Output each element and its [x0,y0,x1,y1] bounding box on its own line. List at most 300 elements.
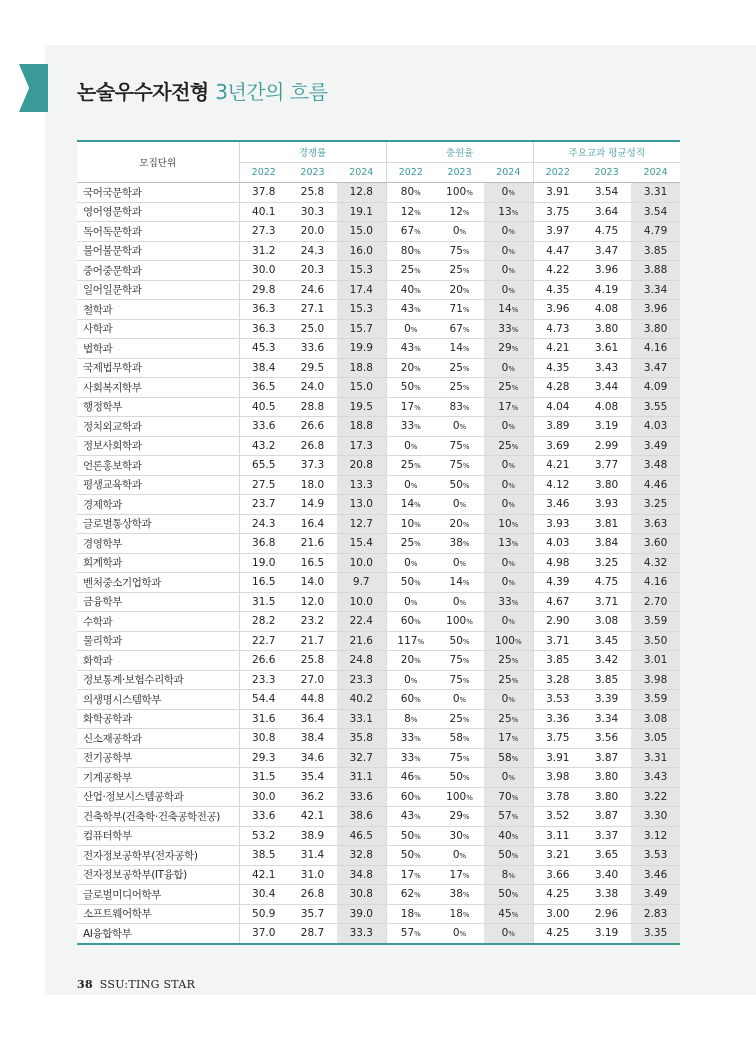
fill-rate-value: 0 [501,576,509,589]
fill-rate-cell [435,846,484,866]
competition-rate-cell: 53.2 [239,826,288,846]
table-row [77,339,680,359]
fill-rate-value: 10 [400,517,415,530]
table-row [77,553,680,573]
percent-unit: % [511,657,519,666]
competition-rate-cell: 33.6 [239,807,288,827]
competition-rate-cell: 31.2 [239,241,288,261]
avg-grade-cell: 3.37 [582,826,631,846]
avg-grade-cell: 4.03 [533,534,582,554]
table-row [77,183,680,203]
percent-unit: % [462,442,470,451]
avg-grade-cell: 4.39 [533,573,582,593]
section-tab-marker [19,64,48,112]
fill-rate-cell [435,378,484,398]
competition-rate-cell: 16.0 [337,241,386,261]
avg-grade-cell: 3.96 [582,261,631,281]
competition-rate-cell: 18.0 [288,475,337,495]
table-row [77,807,680,827]
avg-grade-cell: 4.32 [631,553,680,573]
avg-grade-cell: 3.77 [582,456,631,476]
fill-rate-cell [386,865,435,885]
fill-rate-cell [386,826,435,846]
dept-name-cell: 벤처중소기업학과 [77,573,239,593]
percent-unit: % [414,364,421,373]
avg-grade-cell: 3.66 [533,865,582,885]
competition-rate-cell: 29.5 [288,358,337,378]
year-header: 2024 [484,162,533,183]
fill-rate-value: 38 [449,537,463,550]
competition-rate-cell: 15.0 [337,378,386,398]
table-row [77,319,680,339]
competition-rate-cell: 15.0 [337,222,386,242]
table-row [77,436,680,456]
avg-grade-cell: 3.89 [533,417,582,437]
percent-unit: % [414,696,421,705]
fill-rate-value: 38 [449,888,463,901]
dept-name-cell: 경제학과 [77,495,239,515]
fill-rate-cell [484,280,533,300]
avg-grade-cell: 3.45 [582,631,631,651]
year-header: 2022 [239,162,288,183]
fill-rate-cell [386,339,435,359]
table-row [77,846,680,866]
percent-unit: % [414,891,421,900]
fill-rate-value: 100 [446,790,467,803]
percent-unit: % [511,813,519,822]
avg-grade-cell: 3.40 [582,865,631,885]
fill-rate-cell [386,553,435,573]
percent-unit: % [462,676,470,685]
competition-rate-cell: 24.6 [288,280,337,300]
page-title [77,76,327,105]
dept-name-cell: 독어독문학과 [77,222,239,242]
percent-unit: % [508,247,515,256]
dept-name-cell: 정보통계·보험수리학과 [77,670,239,690]
dept-name-cell: 언론홍보학과 [77,456,239,476]
competition-rate-cell: 38.4 [288,729,337,749]
fill-rate-cell [484,904,533,924]
publication-name: SSU:TING STAR [99,978,196,991]
dept-name-cell: 사회복지학부 [77,378,239,398]
competition-rate-cell: 42.1 [288,807,337,827]
fill-rate-value: 0 [501,420,509,433]
percent-unit: % [459,852,467,861]
percent-unit: % [462,910,470,919]
avg-grade-cell: 3.85 [533,651,582,671]
fill-rate-cell [386,319,435,339]
table-row [77,885,680,905]
percent-unit: % [462,462,470,471]
competition-rate-cell: 27.5 [239,475,288,495]
fill-rate-cell [435,183,484,203]
percent-unit: % [511,520,519,529]
dept-name-cell: 국어국문학과 [77,183,239,203]
fill-rate-cell [435,358,484,378]
fill-rate-cell [484,729,533,749]
fill-rate-cell [484,651,533,671]
avg-grade-cell: 4.21 [533,456,582,476]
competition-rate-cell: 31.6 [239,709,288,729]
competition-rate-cell: 31.4 [288,846,337,866]
table-row [77,534,680,554]
avg-grade-cell: 3.87 [582,807,631,827]
dept-name-cell: 중어중문학과 [77,261,239,281]
percent-unit: % [508,559,515,568]
avg-grade-cell: 3.81 [582,514,631,534]
avg-grade-cell: 3.43 [582,358,631,378]
fill-rate-value: 0 [501,225,509,238]
year-header: 2022 [533,162,582,183]
fill-rate-value: 0 [452,498,460,511]
year-header: 2023 [582,162,631,183]
fill-rate-value: 17 [498,732,512,745]
avg-grade-cell: 3.53 [631,846,680,866]
avg-grade-cell: 3.39 [582,690,631,710]
competition-rate-cell: 24.3 [288,241,337,261]
avg-grade-cell: 3.69 [533,436,582,456]
competition-rate-cell: 36.8 [239,534,288,554]
fill-rate-cell [386,592,435,612]
fill-rate-value: 17 [400,868,415,881]
dept-name-cell: 전기공학부 [77,748,239,768]
fill-rate-cell [386,787,435,807]
competition-rate-cell: 26.8 [288,436,337,456]
fill-rate-value: 25 [400,537,415,550]
fill-rate-cell [435,241,484,261]
percent-unit: % [414,618,421,627]
competition-rate-cell: 16.4 [288,514,337,534]
percent-unit: % [508,228,515,237]
table-row [77,417,680,437]
percent-unit: % [508,189,515,198]
avg-grade-cell: 3.93 [533,514,582,534]
competition-rate-cell: 24.0 [288,378,337,398]
fill-rate-cell [435,670,484,690]
percent-unit: % [511,598,519,607]
percent-unit: % [466,189,473,198]
avg-grade-cell: 3.50 [631,631,680,651]
avg-grade-cell: 4.16 [631,339,680,359]
fill-rate-cell [484,787,533,807]
fill-rate-value: 0 [501,478,509,491]
percent-unit: % [414,813,421,822]
fill-rate-cell [435,397,484,417]
competition-rate-cell: 46.5 [337,826,386,846]
competition-rate-cell: 24.3 [239,514,288,534]
avg-grade-cell: 4.46 [631,475,680,495]
avg-grade-cell: 3.80 [582,787,631,807]
fill-rate-cell [435,319,484,339]
fill-rate-value: 0 [452,849,460,862]
avg-grade-cell: 3.30 [631,807,680,827]
competition-rate-cell: 40.2 [337,690,386,710]
dept-name-cell: 신소재공학과 [77,729,239,749]
dept-name-cell: 화학과 [77,651,239,671]
avg-grade-cell: 4.98 [533,553,582,573]
table-row [77,670,680,690]
group-header-fill-rate: 충원율 [386,141,533,162]
percent-unit: % [459,228,467,237]
percent-unit: % [508,423,515,432]
fill-rate-value: 8 [404,712,411,725]
fill-rate-cell [484,202,533,222]
fill-rate-cell [386,436,435,456]
percent-unit: % [414,189,421,198]
fill-rate-cell [484,573,533,593]
competition-rate-cell: 54.4 [239,690,288,710]
competition-rate-cell: 45.3 [239,339,288,359]
fill-rate-value: 0 [501,927,509,940]
percent-unit: % [508,267,515,276]
avg-grade-cell: 3.93 [582,495,631,515]
fill-rate-value: 25 [498,673,512,686]
fill-rate-cell [484,768,533,788]
competition-rate-cell: 35.8 [337,729,386,749]
fill-rate-cell [386,729,435,749]
table-row [77,378,680,398]
fill-rate-cell [484,631,533,651]
dept-name-cell: 글로벌미디어학부 [77,885,239,905]
fill-rate-value: 75 [449,244,463,257]
competition-rate-cell: 38.4 [239,358,288,378]
fill-rate-value: 18 [449,907,463,920]
group-header-avg-grade: 주요교과 평균성적 [533,141,680,162]
competition-rate-cell: 28.2 [239,612,288,632]
table-row [77,768,680,788]
percent-unit: % [417,637,425,646]
fill-rate-value: 33 [498,595,512,608]
avg-grade-cell: 3.87 [582,748,631,768]
percent-unit: % [508,481,515,490]
competition-rate-cell: 34.8 [337,865,386,885]
table-row [77,709,680,729]
table-row [77,690,680,710]
avg-grade-cell: 3.85 [631,241,680,261]
percent-unit: % [462,267,470,276]
dept-name-cell: 회계학과 [77,553,239,573]
avg-grade-cell: 3.54 [631,202,680,222]
avg-grade-cell: 3.19 [582,924,631,944]
fill-rate-value: 58 [449,732,463,745]
fill-rate-cell [386,924,435,944]
percent-unit: % [511,852,519,861]
avg-grade-cell: 3.22 [631,787,680,807]
avg-grade-cell: 3.60 [631,534,680,554]
dept-name-cell: 수학과 [77,612,239,632]
competition-rate-cell: 18.8 [337,358,386,378]
admissions-table [77,140,680,945]
avg-grade-cell: 3.59 [631,690,680,710]
table-row [77,358,680,378]
fill-rate-value: 40 [400,283,415,296]
dept-name-cell: 행정학부 [77,397,239,417]
dept-name-cell: 경영학부 [77,534,239,554]
table-row [77,592,680,612]
fill-rate-value: 62 [400,888,415,901]
competition-rate-cell: 19.9 [337,339,386,359]
competition-rate-cell: 15.4 [337,534,386,554]
fill-rate-cell [435,690,484,710]
avg-grade-cell: 3.08 [582,612,631,632]
avg-grade-cell: 3.00 [533,904,582,924]
competition-rate-cell: 19.1 [337,202,386,222]
avg-grade-cell: 3.46 [631,865,680,885]
fill-rate-cell [484,417,533,437]
fill-rate-cell [386,885,435,905]
competition-rate-cell: 13.3 [337,475,386,495]
competition-rate-cell: 33.3 [337,924,386,944]
dept-name-cell: 평생교육학과 [77,475,239,495]
fill-rate-cell [386,183,435,203]
competition-rate-cell: 23.7 [239,495,288,515]
fill-rate-value: 0 [501,771,509,784]
percent-unit: % [459,423,467,432]
avg-grade-cell: 3.98 [631,670,680,690]
fill-rate-cell [484,475,533,495]
percent-unit: % [462,286,470,295]
percent-unit: % [414,657,421,666]
competition-rate-cell: 36.2 [288,787,337,807]
fill-rate-cell [484,553,533,573]
page-footer [77,978,195,991]
percent-unit: % [462,403,470,412]
competition-rate-cell: 13.0 [337,495,386,515]
fill-rate-value: 117 [397,634,418,647]
fill-rate-cell [435,475,484,495]
percent-unit: % [410,325,418,334]
fill-rate-value: 67 [449,322,463,335]
avg-grade-cell: 4.47 [533,241,582,261]
competition-rate-cell: 44.8 [288,690,337,710]
fill-rate-cell [484,397,533,417]
competition-rate-cell: 36.5 [239,378,288,398]
competition-rate-cell: 15.7 [337,319,386,339]
avg-grade-cell: 4.08 [582,300,631,320]
fill-rate-cell [386,631,435,651]
competition-rate-cell: 10.0 [337,592,386,612]
percent-unit: % [462,520,470,529]
fill-rate-cell [435,280,484,300]
percent-unit: % [414,520,421,529]
competition-rate-cell: 38.9 [288,826,337,846]
avg-grade-cell: 3.56 [582,729,631,749]
fill-rate-value: 13 [498,537,512,550]
fill-rate-value: 43 [400,342,415,355]
percent-unit: % [462,774,470,783]
fill-rate-value: 40 [498,829,512,842]
table-row [77,787,680,807]
competition-rate-cell: 36.4 [288,709,337,729]
percent-unit: % [410,598,418,607]
competition-rate-cell: 23.2 [288,612,337,632]
fill-rate-value: 57 [498,810,512,823]
avg-grade-cell: 3.01 [631,651,680,671]
percent-unit: % [462,871,470,880]
table-row [77,397,680,417]
percent-unit: % [514,637,522,646]
fill-rate-cell [435,534,484,554]
fill-rate-value: 60 [400,790,415,803]
percent-unit: % [414,540,421,549]
fill-rate-value: 0 [404,595,411,608]
page-number: 38 [77,978,93,991]
avg-grade-cell: 3.19 [582,417,631,437]
percent-unit: % [414,871,421,880]
fill-rate-value: 25 [498,439,512,452]
percent-unit: % [462,306,470,315]
dept-name-cell: 의생명시스템학부 [77,690,239,710]
fill-rate-cell [435,885,484,905]
percent-unit: % [511,735,519,744]
competition-rate-cell: 20.3 [288,261,337,281]
competition-rate-cell: 38.5 [239,846,288,866]
fill-rate-cell [435,612,484,632]
fill-rate-value: 75 [449,673,463,686]
avg-grade-cell: 3.80 [582,768,631,788]
avg-grade-cell: 2.99 [582,436,631,456]
fill-rate-cell [484,846,533,866]
avg-grade-cell: 2.83 [631,904,680,924]
avg-grade-cell: 3.21 [533,846,582,866]
percent-unit: % [414,754,421,763]
dept-name-cell: 물리학과 [77,631,239,651]
competition-rate-cell: 26.6 [239,651,288,671]
fill-rate-cell [435,865,484,885]
percent-unit: % [459,930,467,939]
competition-rate-cell: 28.7 [288,924,337,944]
fill-rate-cell [484,241,533,261]
percent-unit: % [459,559,467,568]
percent-unit: % [459,501,467,510]
fill-rate-value: 50 [400,576,415,589]
avg-grade-cell: 4.35 [533,280,582,300]
competition-rate-cell: 12.0 [288,592,337,612]
percent-unit: % [462,208,470,217]
fill-rate-cell [484,534,533,554]
percent-unit: % [414,286,421,295]
avg-grade-cell: 3.91 [533,183,582,203]
fill-rate-cell [386,748,435,768]
avg-grade-cell: 3.80 [582,319,631,339]
fill-rate-value: 80 [400,186,415,199]
avg-grade-cell: 3.91 [533,748,582,768]
competition-rate-cell: 42.1 [239,865,288,885]
competition-rate-cell: 16.5 [288,553,337,573]
table-row [77,748,680,768]
competition-rate-cell: 24.8 [337,651,386,671]
fill-rate-cell [435,573,484,593]
avg-grade-cell: 3.85 [582,670,631,690]
dept-name-cell: 전자정보공학부(전자공학) [77,846,239,866]
fill-rate-cell [386,456,435,476]
avg-grade-cell: 3.46 [533,495,582,515]
fill-rate-cell [484,592,533,612]
fill-rate-value: 0 [501,283,509,296]
percent-unit: % [511,403,519,412]
competition-rate-cell: 26.8 [288,885,337,905]
fill-rate-cell [435,417,484,437]
fill-rate-cell [484,748,533,768]
fill-rate-cell [435,261,484,281]
fill-rate-value: 67 [400,225,415,238]
table-row [77,202,680,222]
avg-grade-cell: 3.43 [631,768,680,788]
dept-column-header: 모집단위 [77,141,239,183]
percent-unit: % [414,403,421,412]
avg-grade-cell: 3.75 [533,729,582,749]
fill-rate-cell [484,885,533,905]
